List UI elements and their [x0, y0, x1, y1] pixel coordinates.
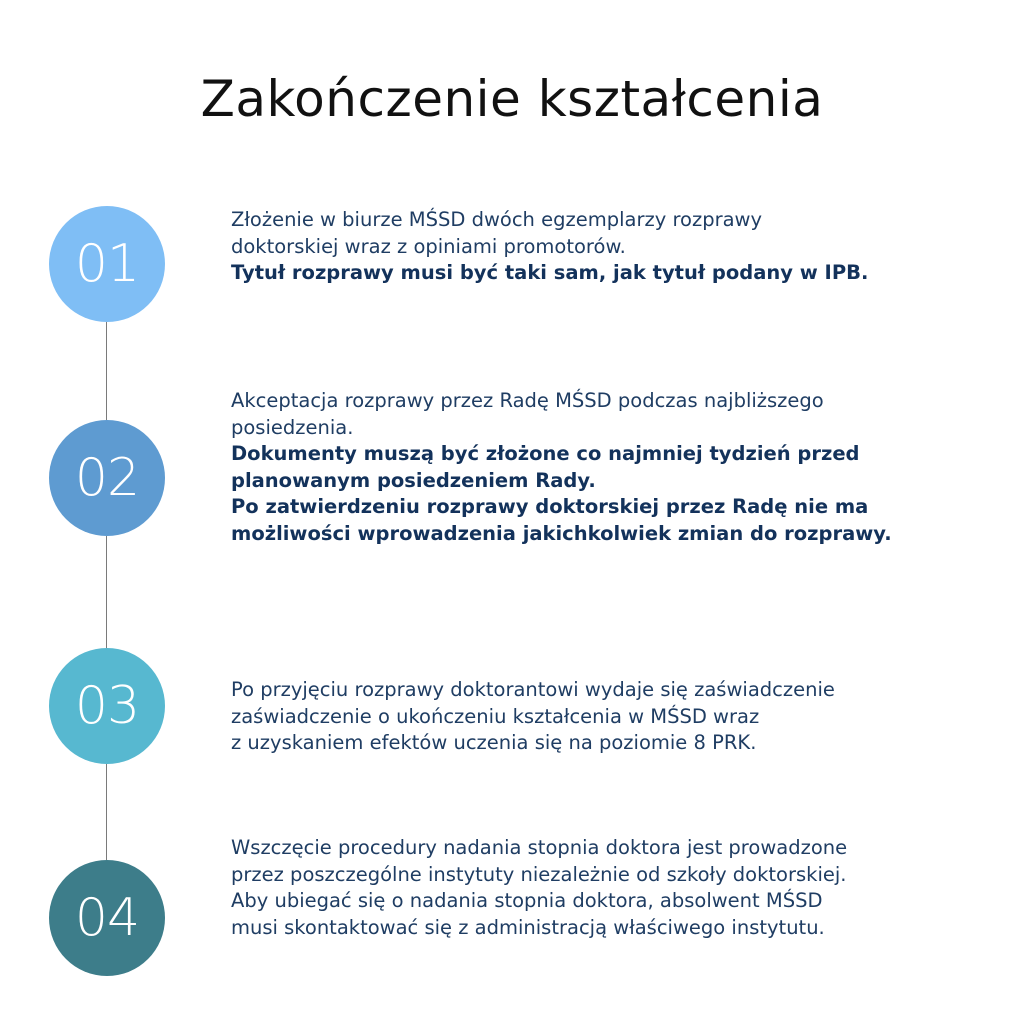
step-emphasis-line: planowanym posiedzeniem Rady.	[231, 468, 596, 492]
step-emphasis-line: Po zatwierdzeniu rozprawy doktorskiej przez Radę nie ma	[231, 495, 869, 518]
step-line: z uzyskaniem efektów uczenia się na poziomie 8 PRK.	[231, 731, 757, 754]
timeline-connector	[106, 764, 107, 860]
step-line: Po przyjęciu rozprawy doktorantowi wydaje się zaświadczenie	[231, 678, 835, 701]
step-line: Wszczęcie procedury nadania stopnia doktora jest prowadzone	[231, 836, 848, 859]
timeline-connector	[106, 536, 107, 648]
timeline-connector	[106, 322, 107, 420]
step-line: zaświadczenie o ukończeniu kształcenia w MŚSD wraz	[231, 704, 760, 728]
step-number-circle-1	[49, 206, 165, 322]
step-number-circle-2	[49, 420, 165, 536]
step-number: 03	[74, 676, 140, 736]
step-line: musi skontaktować się z administracją właściwego instytutu.	[231, 915, 825, 939]
step-number-circle-4	[49, 860, 165, 976]
step-text-4	[231, 835, 991, 941]
step-line: Aby ubiegać się o nadania stopnia doktora, absolwent MŚSD	[231, 889, 823, 912]
step-number-circle-3	[49, 648, 165, 764]
step-text-3	[231, 677, 991, 757]
step-text-2	[231, 388, 991, 547]
step-emphasis-line: Dokumenty muszą być złożone co najmniej tydzień przed	[231, 442, 860, 465]
step-text-1	[231, 207, 991, 287]
step-number: 04	[74, 888, 140, 948]
step-line: Złożenie w biurze MŚSD dwóch egzemplarzy rozprawy	[231, 208, 763, 231]
step-emphasis-line: Tytuł rozprawy musi być taki sam, jak tytuł podany w IPB.	[231, 261, 869, 284]
step-line: doktorskiej wraz z opiniami promotorów.	[231, 234, 626, 258]
page-title: Zakończenie kształcenia	[200, 70, 824, 128]
step-number: 01	[74, 234, 140, 294]
step-number: 02	[74, 448, 140, 508]
step-line: posiedzenia.	[231, 415, 354, 439]
step-line: Akceptacja rozprawy przez Radę MŚSD podczas najbliższego	[231, 389, 824, 412]
step-line: przez poszczególne instytuty niezależnie od szkoły doktorskiej.	[231, 862, 847, 886]
step-emphasis-line: możliwości wprowadzenia jakichkolwiek zmian do rozprawy.	[231, 521, 892, 545]
